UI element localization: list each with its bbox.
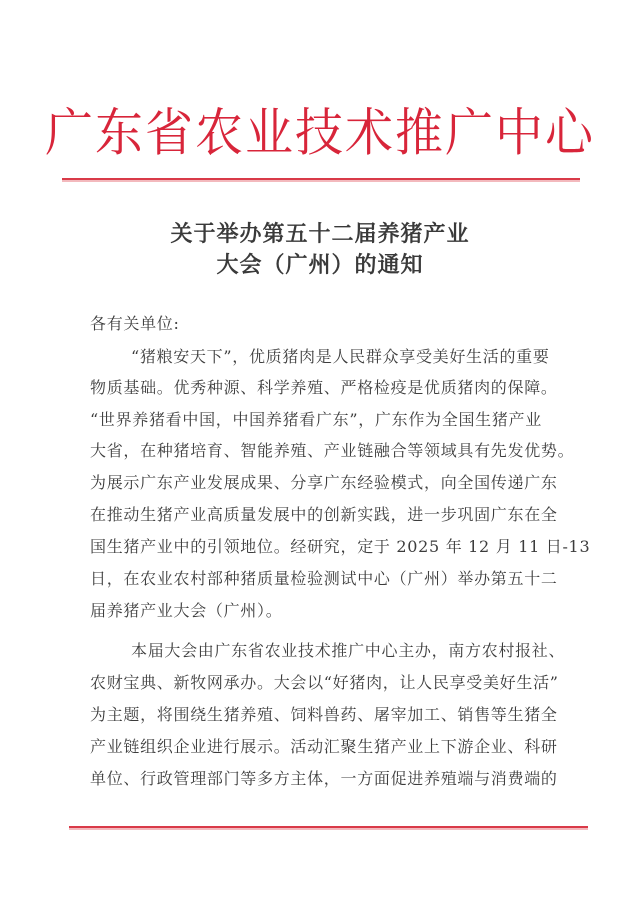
paragraph-1-line: 物质基础。优秀种源、科学养殖、严格检疫是优质猪肉的保障。 bbox=[90, 378, 558, 397]
paragraph-1-line: 日，在农业农村部种猪质量检验测试中心（广州）举办第五十二 bbox=[90, 569, 558, 588]
paragraph-2-line: 本届大会由广东省农业技术推广中心主办，南方农村报社、 bbox=[131, 641, 566, 660]
paragraph-1-line: 国生猪产业中的引领地位。经研究，定于 2025 年 12 月 11 日-13 bbox=[90, 537, 591, 556]
paragraph-1-line: 大省，在种猪培育、智能养殖、产业链融合等领域具有先发优势。 bbox=[90, 441, 575, 460]
document-title-line-2: 大会（广州）的通知 bbox=[216, 253, 424, 278]
paragraph-1-line: 为展示广东产业发展成果、分享广东经验模式，向全国传递广东 bbox=[90, 473, 558, 492]
paragraph-1-line: “世界养猪看中国，中国养猪看广东”，广东作为全国生猪产业 bbox=[90, 410, 542, 429]
paragraph-1-line: 届养猪产业大会（广州）。 bbox=[90, 601, 283, 620]
paragraph-2-line: 农财宝典、新牧网承办。大会以“好猪肉，让人民享受美好生活” bbox=[90, 673, 559, 692]
footer-red-rule bbox=[69, 826, 588, 828]
paragraph-2-line: 为主题，将围绕生猪养殖、饲料兽药、屠宰加工、销售等生猪全 bbox=[90, 705, 558, 724]
header-red-rule bbox=[62, 178, 580, 180]
masthead-organization-name: 广东省农业技术推广中心 bbox=[44, 102, 595, 164]
paragraph-1-line: 在推动生猪产业高质量发展中的创新实践，进一步巩固广东在全 bbox=[90, 505, 558, 524]
document-title bbox=[0, 219, 640, 281]
paragraph-2-line: 单位、行政管理部门等多方主体，一方面促进养殖端与消费端的 bbox=[90, 769, 558, 788]
document-title-line-1: 关于举办第五十二届养猪产业 bbox=[170, 222, 470, 247]
paragraph-1-line: “猪粮安天下”，优质猪肉是人民群众享受美好生活的重要 bbox=[131, 347, 550, 366]
salutation: 各有关单位: bbox=[90, 314, 180, 333]
paragraph-2-line: 产业链组织企业进行展示。活动汇聚生猪产业上下游企业、科研 bbox=[90, 737, 558, 756]
